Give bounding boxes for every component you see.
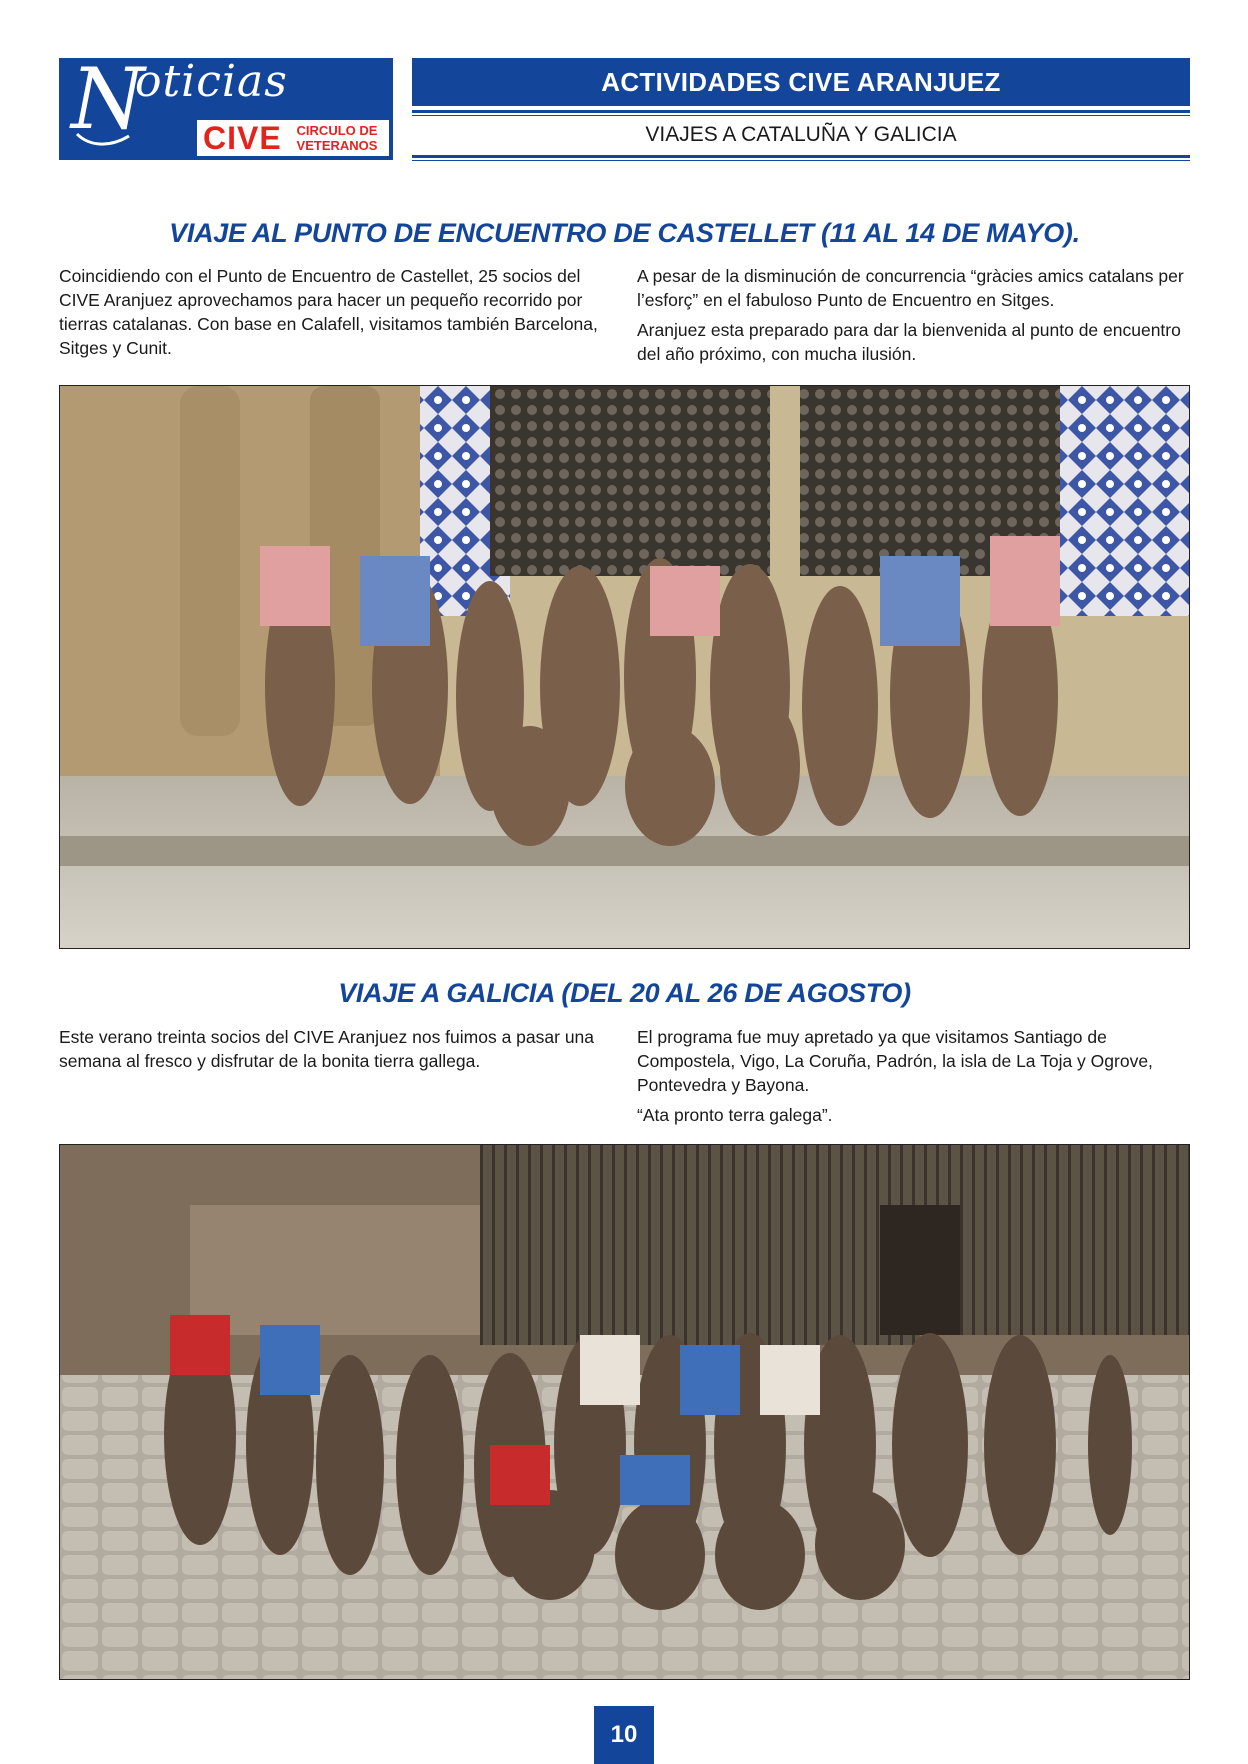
castellet-paragraph: A pesar de la disminución de concurrencia “gràcies amics catalans per l’esforç” en el fabuloso Punto de Encuentro en Sitges. [637,266,1184,310]
subtitle-rule [412,155,1190,158]
castellet-group-photo [59,385,1190,949]
page-number: 10 [594,1706,654,1764]
galicia-group-photo [59,1144,1190,1680]
castellet-paragraph: Coincidiendo con el Punto de Encuentro de Castellet, 25 socios del CIVE Aranjuez aprovechamos para hacer un pequeño recorrido por tierras catalanas. Con base en Calafell, visitamos también Barcelona, Sitges y Cunit. [59,266,598,358]
logo-brand: CIVE [203,120,282,156]
logo-sub-line1: CIRCULO DE [296,123,378,138]
logo-sub-line2: VETERANOS [296,138,378,153]
section-banner-title: ACTIVIDADES CIVE ARANJUEZ [412,58,1190,106]
galicia-paragraph: “Ata pronto terra galega”. [637,1105,833,1125]
galicia-paragraph: Este verano treinta socios del CIVE Aranjuez nos fuimos a pasar una semana al fresco y disfrutar de la bonita tierra gallega. [59,1027,595,1071]
castellet-trip-title: VIAJE AL PUNTO DE ENCUENTRO DE CASTELLET (11 AL 14 DE MAYO). [169,218,1080,248]
svg-text:N: N [71,56,145,148]
castellet-left-column [59,264,613,366]
logo-brand-box [197,120,389,156]
galicia-right-column [637,1025,1190,1133]
galicia-left-column [59,1025,613,1079]
galicia-paragraph: El programa fue muy apretado ya que visitamos Santiago de Compostela, Vigo, La Coruña, Padrón, la isla de La Toja y Ogrove, Pontevedra y Bayona. [637,1027,1153,1095]
page-subtitle: VIAJES A CATALUÑA Y GALICIA [645,123,957,146]
subtitle-rule-thin [412,160,1190,161]
logo-subtitle [287,123,387,153]
header-rule-thin [412,115,1190,116]
noticias-cive-logo [59,58,393,160]
header-rule [412,110,1190,113]
svg-text:oticias: oticias [135,56,288,107]
galicia-trip-title: VIAJE A GALICIA (DEL 20 AL 26 DE AGOSTO) [338,978,911,1008]
castellet-paragraph: Aranjuez esta preparado para dar la bienvenida al punto de encuentro del año próximo, con mucha ilusión. [637,320,1181,364]
castellet-right-column [637,264,1190,372]
